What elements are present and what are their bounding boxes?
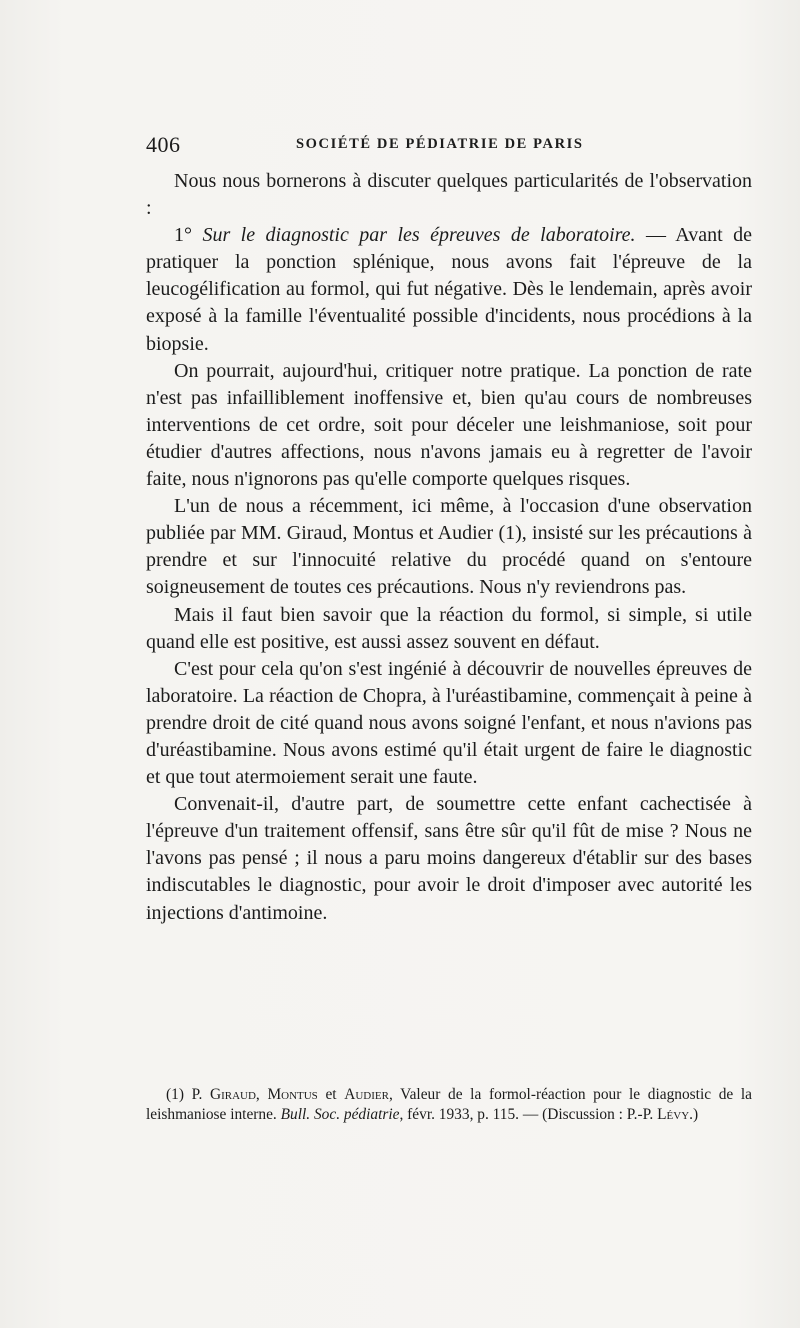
paragraph-1: Nous nous bornerons à discuter quelques particularités de l'observation : bbox=[146, 170, 752, 220]
footnote-author-montus: Montus bbox=[267, 1086, 318, 1103]
footnotes bbox=[146, 1085, 752, 1124]
footnote-citation: , févr. 1933, p. 115. — (Discussion : P.-P. bbox=[399, 1105, 658, 1123]
paragraph-5: Mais il faut bien savoir que la réaction du formol, si simple, si utile quand elle est positive, est aussi assez souvent en défaut. bbox=[146, 603, 752, 653]
page-header bbox=[146, 132, 752, 162]
page-number: 406 bbox=[146, 132, 181, 157]
body-text bbox=[146, 168, 752, 927]
footnote-title: , Valeur de la formol-réaction pour le diagnostic de la leishmaniose interne. bbox=[146, 1086, 753, 1123]
footnote-separator: , bbox=[255, 1086, 268, 1103]
footnote-end: .) bbox=[689, 1105, 699, 1123]
footnote-author-audier: Audier bbox=[344, 1086, 389, 1103]
running-head: SOCIÉTÉ DE PÉDIATRIE DE PARIS bbox=[296, 136, 584, 152]
paragraph-3: On pourrait, aujourd'hui, critiquer notre pratique. La ponction de rate n'est pas infailliblement inoffensive et, bien qu'au cours de nombreuses interventions de cet ordre, soit pour déceler une leishmaniose, soit pour étudier d'autres affections, nous n'avons jamais eu à regretter de l'avoir faite, nous n'ignorons pas qu'elle comporte quelques risques. bbox=[146, 359, 752, 491]
footnote-discussant: Lévy bbox=[657, 1105, 690, 1123]
footnote-separator: et bbox=[317, 1086, 345, 1103]
footnote-author-giraud: Giraud bbox=[209, 1086, 256, 1103]
paragraph-7: Convenait-il, d'autre part, de soumettre cette enfant cachectisée à l'épreuve d'un traitement offensif, sans être sûr qu'il fût de mise ? Nous ne l'avons pas pensé ; il nous a paru moins dangereux d'établir sur des bases indiscutables le diagnostic, pour avoir le droit d'imposer avec autorité les injections d'antimoine. bbox=[146, 793, 752, 924]
paragraph-2 bbox=[146, 222, 752, 357]
footnote-marker: (1) P. bbox=[166, 1086, 210, 1103]
section-number: 1° bbox=[174, 224, 203, 247]
paragraph-4: L'un de nous a récemment, ici même, à l'occasion d'une observation publiée par MM. Giraud, Montus et Audier (1), insisté sur les précautions à prendre et sur l'innocuité relative du procédé quand on s'entoure soigneusement de toutes ces précautions. Nous n'y reviendrons pas. bbox=[146, 495, 752, 599]
section-heading: Sur le diagnostic par les épreuves de laboratoire. bbox=[202, 224, 636, 247]
footnote-journal: Bull. Soc. pédiatrie bbox=[280, 1105, 400, 1123]
paragraph-6: C'est pour cela qu'on s'est ingénié à découvrir de nouvelles épreuves de laboratoire. La réaction de Chopra, à l'uréastibamine, commençait à peine à prendre droit de cité quand nous avons soigné l'enfant, et nous n'avions pas d'uréastibamine. Nous avons estimé qu'il était urgent de faire le diagnostic et que tout atermoiement serait une faute. bbox=[146, 657, 752, 789]
paragraph-2-text: — Avant de pratiquer la ponction splénique, nous avons fait l'épreuve de la leucogélification au formol, qui fut négative. Dès le lendemain, après avoir exposé à la famille l'éventualité possible d'incidents, nous procédions à la biopsie. bbox=[146, 224, 753, 355]
footnote-1 bbox=[146, 1085, 752, 1124]
